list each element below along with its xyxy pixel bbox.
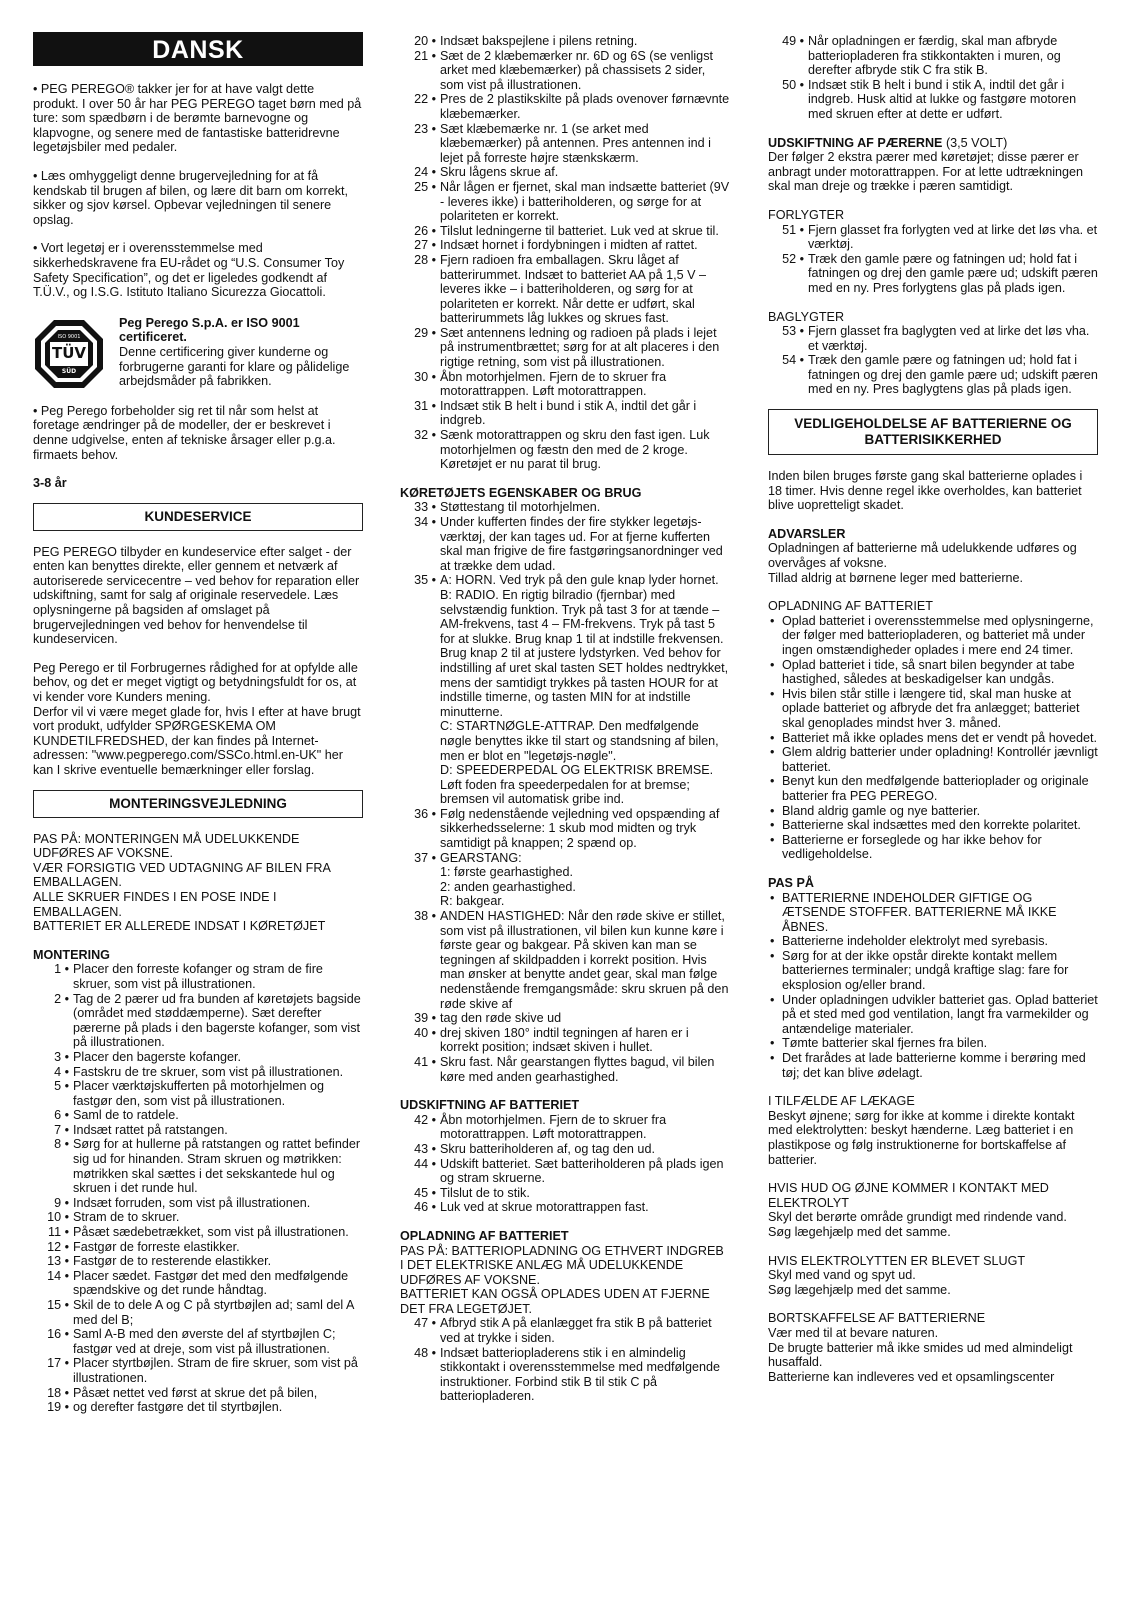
step-text: Indsæt batteriopladerens stik i en almindelig stikkontakt i overensstemmelse med medfølgende instruktioner. Forbind stik B til stik C på batteriopladeren. — [440, 1345, 720, 1404]
step-text: drej skiven 180° indtil tegningen af haren er i korrekt position; indsæt skiven i hullet. — [440, 1025, 689, 1055]
disposal-heading: BORTSKAFFELSE AF BATTERIERNE — [768, 1311, 986, 1326]
step-text: Åbn motorhjelmen. Fjern de to skruer fra motorattrappen. Løft motorattrappen. — [440, 369, 667, 399]
step-item — [400, 122, 730, 166]
service-paragraph-3: Derfor vil vi være meget glade for, hvis I efter at have brugt vort produkt, udfylder SPØRGESKEMA OM KUNDETILFREDSHED, der kan findes på Internet-adressen: "www.pegperego.com/SSCo.html.en-UK" her kan I skrive eventuelle bemærkninger eller forslag. — [33, 704, 361, 777]
step-text: Indsæt bakspejlene i pilens retning. — [440, 34, 638, 48]
step-number: 13 • — [47, 1254, 69, 1269]
step-text: Fjern glasset fra forlygten ved at lirke det løs vha. et værktøj. — [808, 222, 1098, 252]
bullet-icon: • — [770, 803, 775, 818]
iso-heading: Peg Perego S.p.A. er ISO 9001 certificeret. — [119, 315, 300, 345]
service-paragraph-2: Peg Perego er til Forbrugernes rådighed for at opfylde alle behov, og det er meget vigtigt og betydningsfuldt for os, at vi kender vore Kunders mening. — [33, 660, 358, 705]
step-36 — [400, 807, 730, 851]
step-item — [400, 1113, 730, 1142]
step-number: 16 • — [47, 1327, 69, 1342]
step-text: Påsæt sædebetrækket, som vist på illustrationen. — [73, 1225, 349, 1240]
step-item — [400, 34, 730, 49]
step-number: 54 • — [782, 353, 804, 368]
bullet-icon: • — [770, 1036, 775, 1051]
skin-line-1: Skyl det berørte område grundigt med rindende vand. — [768, 1210, 1067, 1225]
step-text: Fastgør de to resterende elastikker. — [73, 1254, 272, 1269]
caution-bullets — [768, 891, 1098, 1081]
step-item — [33, 962, 363, 991]
step-number: 2 • — [54, 991, 69, 1006]
assembly-warning-3: ALLE SKRUER FINDES I EN POSE INDE I EMBALLAGEN. — [33, 889, 277, 919]
step-number: 29 • — [414, 325, 436, 340]
skin-line-2: Søg lægehjælp med det samme. — [768, 1224, 951, 1239]
step-item — [400, 92, 730, 121]
charge-warning-1: PAS PÅ: BATTERIOPLADNING OG ETHVERT INDGREB I DET ELEKTRISKE ANLÆG MÅ UDELUKKENDE UDFØRES AF VOKSNE. — [400, 1243, 724, 1287]
step-text: Under kufferten findes der fire stykker legetøjs-værktøj, der kan tages ud. For at fjerne kufferten skal man frigive de fire fastgøringsanordninger ved at trække dem udad. — [440, 515, 723, 573]
tuv-logo-mid-text: SÜD — [61, 367, 77, 375]
step-number: 48 • — [414, 1345, 436, 1360]
bullet-item — [768, 833, 1098, 862]
montering-heading: MONTERING — [33, 947, 110, 962]
step-item — [400, 1346, 730, 1404]
step-number: 45 • — [414, 1185, 436, 1200]
step-text: Åbn motorhjelmen. Fjern de to skruer fra motorattrappen. Løft motorattrappen. — [440, 1112, 667, 1142]
maintenance-text: Inden bilen bruges første gang skal batterierne oplades i 18 timer. Hvis denne regel ikke overholdes, kan batteriet blive uopretteligt skadet. — [768, 469, 1083, 513]
step-text: Indsæt forruden, som vist på illustrationen. — [73, 1195, 311, 1210]
intro-paragraph-3: • Vort legetøj er i overensstemmelse med sikkerhedskravene fra EU-rådet og “U.S. Consumer Toy Safety Specification”, og det er ligeledes godkendt af T.Ü.V., og I.S.G. Istituto Italiano Sicurezza Giocattoli. — [33, 241, 345, 300]
step-item — [400, 909, 730, 1011]
steps-38-41 — [400, 909, 730, 1084]
step-text: Indsæt stik B helt i bund i stik A, indtil det går i indgreb. — [440, 398, 697, 428]
step-item — [33, 1400, 363, 1415]
step-number: 21 • — [414, 48, 436, 63]
age-label: 3-8 år — [33, 476, 67, 491]
step-text: og derefter fastgøre det til styrtbøjlen. — [73, 1400, 283, 1415]
rear-lights-heading: BAGLYGTER — [768, 309, 845, 324]
reserve-paragraph: • Peg Perego forbeholder sig ret til når som helst at foretage ændringer på de modeller, der er beskrevet i denne udgivelse, enten af tekniske årsager eller p.g.a. firmaets behov. — [33, 403, 336, 462]
column-2 — [400, 34, 730, 1404]
step-item — [400, 399, 730, 428]
bullet-icon: • — [770, 686, 775, 701]
language-title: DANSK — [33, 32, 363, 66]
step-item — [33, 1327, 363, 1356]
step-number: 36 • — [414, 806, 436, 821]
step-text: Fastskru de tre skruer, som vist på illustrationen. — [73, 1064, 344, 1079]
step-text: Indsæt stik B helt i bund i stik A, indtil det går i indgreb. Husk altid at lukke og fastgøre motoren med skruen efter at dette er udført. — [808, 77, 1077, 121]
bullet-text: Batteriet må ikke oplades mens det er vendt på hovedet. — [782, 730, 1098, 745]
step-number: 47 • — [414, 1316, 436, 1331]
step-item — [400, 1157, 730, 1186]
step-number: 37 • — [414, 850, 436, 865]
step-text: Placer sædet. Fastgør det med den medfølgende spændskive og det runde håndtag. — [73, 1268, 349, 1298]
intro-paragraph-2: • Læs omhyggeligt denne brugervejledning for at få kendskab til brugen af bilen, og lære dit barn om korrekt, sikker og sjov kørsel. Opbevar vejledningen til senere opslag. — [33, 168, 349, 227]
assembly-heading: MONTERINGSVEJLEDNING — [33, 790, 363, 818]
steps-47-48 — [400, 1316, 730, 1404]
step-text: Når lågen er fjernet, skal man indsætte batteriet (9V - leveres ikke) i batteriholderen, og sørge for at polariteten er korrekt. — [440, 179, 730, 224]
bullet-icon: • — [770, 890, 775, 905]
step-number: 33 • — [414, 500, 436, 515]
customer-service-heading: KUNDESERVICE — [33, 503, 363, 531]
step-item — [400, 1186, 730, 1201]
step-text: Afbryd stik A på elanlægget fra stik B på batteriet ved at trykke i siden. — [440, 1316, 712, 1346]
warning-line-2: Tillad aldrig at børnene leger med batterierne. — [768, 570, 1024, 585]
step-number: 51 • — [782, 222, 804, 237]
bullet-icon: • — [770, 774, 775, 789]
step-item — [33, 1269, 363, 1298]
step-item — [400, 180, 730, 224]
bullet-item — [768, 804, 1098, 819]
step-text: Stram de to skruer. — [73, 1210, 180, 1225]
step-item — [400, 1142, 730, 1157]
step-text: Skru batteriholderen af, og tag den ud. — [440, 1141, 655, 1156]
step-text: Saml de to ratdele. — [73, 1108, 179, 1123]
step-number: 41 • — [414, 1054, 436, 1069]
step-item — [768, 353, 1098, 397]
step-number: 40 • — [414, 1025, 436, 1040]
warnings-heading: ADVARSLER — [768, 526, 846, 541]
step-35-radio: B: RADIO. En rigtig bilradio (fjernbar) med selvstændig funktion. Tryk på tast 3 for at tænde – AM-frekvens, tast 4 – FM-frekvens. Tryk på tast 5 for at slukke. Brug knap 1 til at indstille frekvensen. Brug knap 2 til at justere lydstyrken. Ved behov for indstilling af uret skal tasten SET holdes nedtrykket, mens der samtidigt trykkes på tasten HOUR for at indstille timerne, og tasten MIN for at indstille minutterne. — [440, 587, 729, 719]
step-number: 14 • — [47, 1268, 69, 1283]
steps-20-32 — [400, 34, 730, 472]
step-number: 27 • — [414, 238, 436, 253]
bullet-text: Tømte batterier skal fjernes fra bilen. — [782, 1036, 988, 1051]
iso-certification-block — [33, 316, 363, 390]
step-item — [33, 1065, 363, 1080]
bulb-heading: UDSKIFTNING AF PÆRERNE (3,5 VOLT) — [768, 135, 1008, 150]
step-number: 52 • — [782, 251, 804, 266]
step-item — [400, 165, 730, 180]
step-number: 4 • — [54, 1064, 69, 1079]
step-number: 31 • — [414, 398, 436, 413]
step-text: Skru fast. Når gearstangen flyttes bagud, vil bilen køre med anden gearhastighed. — [440, 1054, 715, 1084]
step-text: tag den røde skive ud — [440, 1011, 562, 1026]
step-item — [33, 1123, 363, 1138]
bulb-text: Der følger 2 ekstra pærer med køretøjet; disse pærer er anbragt under motorattrappen. For at lette udtrækningen skal man dreje og trække i pæren samtidigt. — [768, 150, 1084, 194]
step-text: Støttestang til motorhjelmen. — [440, 500, 601, 515]
bullet-text: Det frarådes at lade batterierne komme i berøring med tøj; det kan blive ødelagt. — [782, 1051, 1086, 1080]
step-item — [400, 500, 730, 515]
step-text: Sænk motorattrappen og skru den fast igen. Luk motorhjelmen og fæstn den med de 2 kroge. Køretøjet er nu parat til brug. — [440, 428, 710, 472]
step-number: 34 • — [414, 515, 436, 529]
step-number: 24 • — [414, 165, 436, 180]
step-number: 23 • — [414, 121, 436, 136]
iso-text: Denne certificering giver kunderne og forbrugerne garanti for klare og pålidelige arbejdsmåder på fabrikken. — [119, 344, 350, 389]
step-text: Sæt antennens ledning og radioen på plads i lejet på instrumentbrættet; sørg for at alt placeres i den rigtige retning, som vist på illustrationen. — [440, 325, 720, 370]
step-number: 28 • — [414, 252, 436, 267]
step-number: 44 • — [414, 1156, 436, 1171]
step-number: 35 • — [414, 573, 436, 588]
bullet-item — [768, 891, 1098, 935]
step-item — [400, 238, 730, 253]
step-item — [400, 224, 730, 239]
intro-paragraph-1: • PEG PEREGO® takker jer for at have valgt dette produkt. I over 50 år har PEG PEREGO taget børn med på ture: som spædbørn i de berømte barnevogne og klapvogne, og senere med de fantastiske batteridrevne legetøjsbiler med pedaler. — [33, 82, 362, 155]
step-number: 42 • — [414, 1112, 436, 1127]
step-item — [768, 252, 1098, 296]
step-number: 30 • — [414, 369, 436, 384]
step-text: Placer den bagerste kofanger. — [73, 1049, 242, 1064]
bullet-item — [768, 687, 1098, 731]
bullet-icon: • — [770, 934, 775, 949]
bullet-icon: • — [770, 730, 775, 745]
bullet-text: Glem aldrig batterier under opladning! Kontrollér jævnligt batteriet. — [782, 745, 1098, 774]
bullet-text: Bland aldrig gamle og nye batterier. — [782, 803, 981, 818]
step-number: 39 • — [414, 1011, 436, 1026]
step-number: 9 • — [54, 1195, 69, 1210]
swallow-line-1: Skyl med vand og spyt ud. — [768, 1268, 916, 1283]
step-number: 26 • — [414, 223, 436, 238]
bullet-item — [768, 614, 1098, 658]
step-text: ANDEN HASTIGHED: Når den røde skive er stillet, som vist på illustrationen, vil bilen kun kunne køre i første gear og bakgear. På skiven kan man se tegningen af skildpadden i korrekt position. Hvis man ønsker at benytte andet gear, skal man følge nedenstående fremgangsmåde: skru skruen på den røde skive af — [440, 909, 729, 1011]
steps-49-50 — [768, 34, 1098, 122]
step-number: 38 • — [414, 909, 436, 924]
step-number: 20 • — [414, 34, 436, 48]
bullet-item — [768, 949, 1098, 993]
bullet-item — [768, 818, 1098, 833]
charging-heading: OPLADNING AF BATTERIET — [768, 599, 933, 614]
step-item — [400, 1316, 730, 1345]
bullet-item — [768, 731, 1098, 746]
step-text: Fjern glasset fra baglygten ved at lirke det løs vha. et værktøj. — [808, 324, 1090, 353]
bullet-icon: • — [770, 992, 775, 1007]
step-number: 3 • — [54, 1049, 69, 1064]
step-item — [400, 370, 730, 399]
step-number: 25 • — [414, 179, 436, 194]
tuv-logo-top-text: TÜV — [51, 343, 87, 362]
step-item — [33, 1386, 363, 1401]
step-item — [33, 1356, 363, 1385]
step-item — [33, 1254, 363, 1269]
montering-steps — [33, 962, 363, 1414]
bullet-icon: • — [770, 613, 775, 628]
charging-bullets — [768, 614, 1098, 862]
step-text: Sæt klæbemærke nr. 1 (se arket med klæbemærker) på antennen. Pres antennen ind i lejet på forreste højre stænkskærm. — [440, 121, 711, 165]
step-text: Indsæt rattet på ratstangen. — [73, 1122, 228, 1137]
gear-line-3: 2: anden gearhastighed. — [440, 879, 576, 894]
step-text: Når opladningen er færdig, skal man afbryde batteriopladeren fra stikkontakten i muren, og derefter afbryde stik C fra stik B. — [808, 34, 1061, 78]
step-item — [400, 326, 730, 370]
step-number: 46 • — [414, 1200, 436, 1215]
bullet-item — [768, 1051, 1098, 1080]
step-text: Tag de 2 pærer ud fra bunden af køretøjets bagside (området med støddæmperne). Sæt derefter pærerne på plads i den bagerste kofanger, som vist på illustrationen. — [73, 991, 361, 1050]
bullet-icon: • — [770, 1051, 775, 1066]
step-text: Pres de 2 plastikskilte på plads ovenover førnævnte klæbemærker. — [440, 92, 730, 121]
bullet-text: Batterierne er forseglede og har ikke behov for vedligeholdelse. — [782, 832, 1042, 862]
assembly-warning-4: BATTERIET ER ALLEREDE INDSAT I KØRETØJET — [33, 919, 326, 934]
disposal-line-2: De brugte batterier må ikke smides ud med almindeligt husaffald. — [768, 1340, 1073, 1370]
step-text: Træk den gamle pære og fatningen ud; hold fat i fatningen og drej den gamle pære ud; udskift pæren med en ny. Pres baglygtens glas på plads igen. — [808, 353, 1098, 397]
skin-contact-heading: HVIS HUD OG ØJNE KOMMER I KONTAKT MED ELEKTROLYT — [768, 1181, 1049, 1210]
step-text: Placer styrtbøjlen. Stram de fire skruer, som vist på illustrationen. — [73, 1356, 358, 1385]
step-text: Skil de to dele A og C på styrtbøjlen ad; saml del A med del B; — [73, 1298, 354, 1327]
warning-line-1: Opladningen af batterierne må udelukkende udføres og overvåges af voksne. — [768, 541, 1077, 571]
step-item — [400, 1011, 730, 1026]
step-35-pedal: D: SPEEDERPEDAL OG ELEKTRISK BREMSE. Løft foden fra speederpedalen for at bremse; bremsen vil automatisk gribe ind. — [440, 763, 714, 807]
gear-line-1: GEARSTANG: — [440, 850, 522, 865]
steps-33-34 — [400, 500, 730, 573]
step-35-key: C: STARTNØGLE-ATTRAP. Den medfølgende nøgle benyttes ikke til start og standsning af bilen, men er blot en "legetøjs-nøgle". — [440, 719, 719, 763]
step-number: 19 • — [47, 1400, 69, 1415]
bullet-item — [768, 934, 1098, 949]
step-text: Udskift batteriet. Sæt batteriholderen på plads igen og stram skruerne. — [440, 1156, 724, 1186]
steps-51-52 — [768, 223, 1098, 296]
step-text: Træk den gamle pære og fatningen ud; hold fat i fatningen og drej den gamle pære ud; udskift pæren med en ny. Pres forlygtens glas på plads igen. — [808, 251, 1098, 295]
bullet-text: Sørg for at der ikke opstår direkte kontakt mellem batteriernes terminaler; undgå kraftige slag: fare for eksplosion og/eller brand. — [782, 948, 1069, 993]
bullet-text: Under opladningen udvikler batteriet gas. Oplad batteriet på et sted med god ventilation, langt fra varmekilder og antændelige materialer. — [782, 992, 1098, 1036]
replace-battery-heading: UDSKIFTNING AF BATTERIET — [400, 1098, 580, 1113]
service-paragraph-1: PEG PEREGO tilbyder en kundeservice efter salget - der enten kan benyttes direkte, eller gennem et netværk af autoriserede servicecentre – ved behov for reparation eller udskiftning, samt for salg af originale reservedele. Læs oplysningerne på bagsiden af omslaget på brugervejledningen ved behov for henvendelse til kundeservicen. — [33, 544, 360, 647]
bullet-text: Hvis bilen står stille i længere tid, skal man huske at oplade batteriet og afbryde det fra anlægget; batteriet skal genoplades mindst hver 3. måned. — [782, 686, 1080, 730]
caution-heading: PAS PÅ — [768, 875, 814, 890]
step-text: Følg nedenstående vejledning ved opspænding af sikkerhedsselerne: 1 skub mod midten og tryk samtidigt på knappen; 2 spænd op. — [440, 806, 720, 851]
step-number: 49 • — [782, 34, 804, 48]
step-item — [33, 1240, 363, 1255]
step-item — [768, 324, 1098, 353]
step-text: Skru lågens skrue af. — [440, 165, 559, 180]
step-item — [400, 428, 730, 472]
step-item — [33, 992, 363, 1050]
steps-42-46 — [400, 1113, 730, 1215]
step-item — [400, 1026, 730, 1055]
step-item — [768, 78, 1098, 122]
step-text: Sæt de 2 klæbemærker nr. 6D og 6S (se venligst arket med klæbemærker) på chassisets 2 sider, som vist på illustrationen. — [440, 48, 713, 92]
column-1 — [33, 32, 363, 1415]
step-37 — [400, 851, 730, 909]
bullet-icon: • — [770, 657, 775, 672]
step-number: 11 • — [48, 1225, 69, 1240]
tuv-sud-logo — [33, 318, 105, 390]
step-35 — [400, 573, 730, 807]
step-item — [768, 34, 1098, 78]
step-number: 22 • — [414, 92, 436, 107]
step-number: 43 • — [414, 1141, 436, 1156]
step-text: Tilslut de to stik. — [440, 1185, 530, 1200]
step-item — [400, 1200, 730, 1215]
step-item — [33, 1050, 363, 1065]
step-text: Fastgør de forreste elastikker. — [73, 1239, 240, 1254]
bullet-item — [768, 1036, 1098, 1051]
step-item — [400, 253, 730, 326]
steps-53-54 — [768, 324, 1098, 397]
bullet-item — [768, 658, 1098, 687]
step-item — [33, 1196, 363, 1211]
step-text: Placer den forreste kofanger og stram de fire skruer, som vist på illustrationen. — [73, 962, 323, 991]
charge-battery-heading: OPLADNING AF BATTERIET — [400, 1228, 569, 1243]
step-item — [400, 1055, 730, 1084]
bullet-text: Batterierne skal indsættes med den korrekte polaritet. — [782, 818, 1081, 833]
step-number: 8 • — [54, 1137, 69, 1152]
bullet-item — [768, 745, 1098, 774]
battery-maintenance-heading: VEDLIGEHOLDELSE AF BATTERIERNE OG BATTERISIKKERHED — [768, 409, 1098, 455]
step-item — [400, 49, 730, 93]
step-number: 53 • — [782, 324, 804, 339]
bullet-icon: • — [770, 832, 775, 847]
swallow-heading: HVIS ELEKTROLYTTEN ER BLEVET SLUGT — [768, 1253, 1026, 1268]
step-number: 12 • — [47, 1239, 69, 1254]
gear-line-4: R: bakgear. — [440, 894, 505, 909]
swallow-line-2: Søg lægehjælp med det samme. — [768, 1282, 951, 1297]
step-35-horn: A: HORN. Ved tryk på den gule knap lyder hornet. — [440, 573, 719, 588]
front-lights-heading: FORLYGTER — [768, 207, 845, 222]
step-text: Luk ved at skrue motorattrappen fast. — [440, 1200, 649, 1215]
disposal-line-3: Batterierne kan indleveres ved et opsamlingscenter — [768, 1369, 1055, 1384]
step-text: Tilslut ledningerne til batteriet. Luk ved at skrue til. — [440, 223, 719, 238]
step-text: Saml A-B med den øverste del af styrtbøjlen C; fastgør ved at dreje, som vist på illustrationen. — [73, 1327, 336, 1356]
assembly-warning-2: VÆR FORSIGTIG VED UDTAGNING AF BILEN FRA EMBALLAGEN. — [33, 860, 331, 890]
features-heading: KØRETØJETS EGENSKABER OG BRUG — [400, 485, 642, 500]
step-number: 15 • — [47, 1298, 69, 1312]
bullet-text: Oplad batteriet i overensstemmelse med oplysningerne, der følger med batteriopladeren, og batteriet må under ingen omstændigheder oplades i mere end 24 timer. — [782, 613, 1094, 657]
step-item — [33, 1298, 363, 1327]
tuv-logo-bottom-text: ISO 9001 — [57, 333, 81, 340]
step-item — [33, 1108, 363, 1123]
charge-warning-2: BATTERIET KAN OGSÅ OPLADES UDEN AT FJERNE DET FRA LEGETØJET. — [400, 1287, 710, 1316]
leak-heading: I TILFÆLDE AF LÆKAGE — [768, 1094, 915, 1109]
step-number: 1 • — [54, 962, 69, 977]
step-item — [768, 223, 1098, 252]
step-number: 6 • — [54, 1108, 69, 1123]
step-number: 50 • — [782, 77, 804, 92]
bullet-item — [768, 774, 1098, 803]
step-item — [33, 1137, 363, 1195]
step-number: 10 • — [47, 1210, 69, 1225]
step-number: 17 • — [47, 1356, 69, 1371]
column-3 — [768, 34, 1098, 1384]
bullet-icon: • — [770, 745, 775, 760]
bullet-icon: • — [770, 948, 775, 963]
bullet-text: Benyt kun den medfølgende batterioplader og originale batterier fra PEG PEREGO. — [782, 774, 1089, 803]
step-text: Placer værktøjskufferten på motorhjelmen og fastgør den, som vist på illustrationen. — [73, 1079, 325, 1108]
assembly-warning-1: PAS PÅ: MONTERINGEN MÅ UDELUKKENDE UDFØRES AF VOKSNE. — [33, 831, 300, 861]
step-number: 18 • — [47, 1385, 69, 1400]
step-item — [33, 1079, 363, 1108]
step-number: 5 • — [54, 1079, 69, 1094]
bullet-icon: • — [770, 818, 775, 833]
bullet-text: Batterierne indeholder elektrolyt med syrebasis. — [782, 934, 1048, 949]
step-item — [33, 1225, 363, 1240]
bullet-text: BATTERIERNE INDEHOLDER GIFTIGE OG ÆTSENDE STOFFER. BATTERIERNE MÅ IKKE ÅBNES. — [782, 890, 1057, 934]
bullet-item — [768, 993, 1098, 1037]
disposal-line-1: Vær med til at bevare naturen. — [768, 1325, 939, 1340]
step-text: Påsæt nettet ved først at skrue det på bilen, — [73, 1385, 318, 1400]
step-number: 32 • — [414, 428, 436, 443]
step-item — [400, 515, 730, 573]
step-text: Indsæt hornet i fordybningen i midten af rattet. — [440, 238, 698, 253]
leak-text: Beskyt øjnene; sørg for ikke at komme i direkte kontakt med elektrolytten: beskyt hænderne. Læg batteriet i en plastikpose og følg instruktionerne for bortskaffelse af batterier. — [768, 1108, 1075, 1167]
gear-line-2: 1: første gearhastighed. — [440, 865, 574, 880]
bullet-text: Oplad batteriet i tide, så snart bilen begynder at tabe hastighed, således at beskadigelser kan undgås. — [782, 657, 1075, 687]
step-text: Fjern radioen fra emballagen. Skru låget af batterirummet. Indsæt to batteriet AA på 1,5 V – leveres ikke – i batteriholderen, og sørg for at polariteten er korrekt. Når dette er udført, skal batterirummets låg lukkes og skrues fast. — [440, 252, 707, 326]
step-text: Sørg for at hullerne på ratstangen og rattet befinder sig ud for hinanden. Stram skruen og møtrikken: møtrikken skal sættes i det sekskantede hul og skruen i det runde hul. — [73, 1137, 361, 1196]
step-number: 7 • — [54, 1122, 69, 1137]
step-item — [33, 1210, 363, 1225]
